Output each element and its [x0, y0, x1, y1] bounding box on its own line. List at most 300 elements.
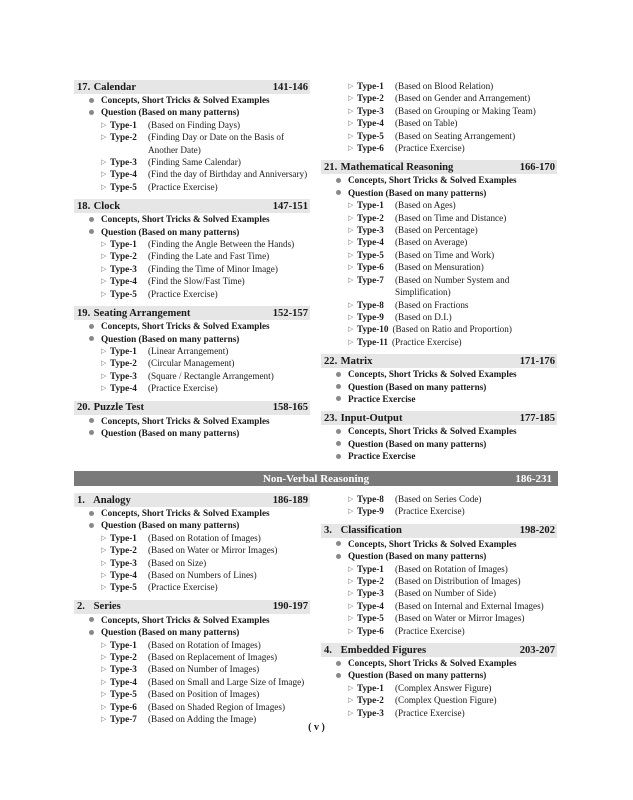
type-description: (Practice Exercise) — [148, 181, 218, 192]
bullet-icon — [89, 217, 94, 222]
section-pages: 166-170 — [519, 161, 555, 173]
arrow-icon: ▷ — [348, 106, 354, 115]
type-description: (Based on Series Code) — [395, 494, 482, 504]
bullet-item — [321, 438, 557, 450]
bullet-item — [74, 519, 310, 531]
type-description: (Practice Exercise) — [391, 336, 462, 347]
type-description: (Based on Fractions — [395, 299, 469, 310]
bullet-item — [74, 106, 310, 118]
arrow-icon: ▷ — [348, 312, 354, 321]
bullet-item — [74, 614, 310, 626]
arrow-icon: ▷ — [101, 384, 107, 393]
section-name: Calendar — [93, 81, 137, 93]
bullet-item — [321, 368, 557, 380]
bullet-icon — [89, 110, 94, 115]
arrow-icon: ▷ — [348, 250, 354, 259]
type-label: Type-5 — [357, 249, 384, 260]
bullet-text: Question (Based on many patterns) — [101, 427, 240, 438]
type-item — [321, 505, 557, 517]
bullet-icon — [336, 673, 341, 678]
section-number: 4. — [324, 644, 332, 656]
bullet-text: Question (Based on many patterns) — [348, 187, 487, 198]
bullet-icon — [336, 396, 341, 401]
type-item — [74, 651, 310, 663]
arrow-icon: ▷ — [348, 82, 354, 90]
type-item — [321, 323, 557, 335]
section-name: Series — [93, 601, 121, 613]
type-description: (Based on Small and Large Size of Image) — [148, 676, 305, 687]
type-description: (Based on Water or Mirror Images) — [395, 613, 525, 624]
type-item — [74, 181, 310, 193]
arrow-icon: ▷ — [348, 94, 354, 103]
section-title — [324, 525, 402, 536]
bullet-icon — [336, 454, 341, 459]
toc-section — [321, 643, 557, 719]
arrow-icon: ▷ — [348, 119, 354, 128]
type-item — [321, 336, 557, 348]
section-header — [74, 600, 310, 614]
bullet-icon — [336, 554, 341, 559]
toc-section — [74, 600, 310, 726]
arrow-icon: ▷ — [348, 131, 354, 140]
arrow-icon: ▷ — [101, 289, 107, 298]
arrow-icon: ▷ — [101, 240, 107, 249]
section-header — [321, 524, 557, 538]
type-description: (Practice Exercise) — [148, 383, 218, 394]
section-pages: 171-176 — [519, 355, 555, 367]
section-number: 1. — [77, 494, 85, 506]
type-item — [74, 663, 310, 675]
type-description: (Based on Distribution of Images) — [395, 576, 521, 587]
section-number: 2. — [77, 601, 85, 613]
type-description: (Based on Mensuration) — [395, 262, 484, 273]
type-item — [74, 569, 310, 581]
toc-section — [74, 306, 310, 394]
type-item — [321, 105, 557, 117]
arrow-icon: ▷ — [101, 558, 107, 567]
bullet-text: Practice Exercise — [348, 393, 416, 404]
continued-items — [321, 493, 557, 518]
type-description: (Finding the Angle Between the Hands) — [148, 239, 295, 250]
bullet-text: Question (Based on many patterns) — [101, 226, 240, 237]
arrow-icon: ▷ — [348, 626, 354, 635]
bullet-icon — [89, 511, 94, 516]
type-item — [321, 311, 557, 323]
arrow-icon: ▷ — [348, 226, 354, 235]
type-label: Type-5 — [110, 582, 137, 593]
type-label: Type-2 — [357, 93, 384, 104]
type-item — [321, 299, 557, 311]
bullet-text: Question (Based on many patterns) — [348, 670, 487, 681]
section-header — [74, 199, 310, 213]
section-number: 20. — [77, 402, 91, 414]
arrow-icon: ▷ — [348, 683, 354, 692]
arrow-icon: ▷ — [101, 690, 107, 699]
arrow-icon: ▷ — [101, 371, 107, 380]
type-label: Type-3 — [357, 588, 384, 599]
bullet-text: Question (Based on many patterns) — [101, 520, 240, 531]
arrow-icon: ▷ — [348, 238, 354, 247]
arrow-icon: ▷ — [101, 133, 107, 142]
type-description: (Based on D.I.) — [395, 311, 452, 322]
type-item — [74, 357, 310, 369]
bullet-icon — [89, 324, 94, 329]
type-label: Type-4 — [357, 600, 384, 611]
bullet-text: Concepts, Short Tricks & Solved Examples — [348, 369, 517, 380]
toc-section — [74, 80, 310, 193]
column-top-right — [321, 80, 557, 469]
section-pages: 147-151 — [272, 200, 308, 212]
bullet-item — [74, 427, 310, 439]
bullet-icon — [336, 661, 341, 666]
arrow-icon: ▷ — [101, 640, 107, 649]
type-description: (Practice Exercise) — [395, 143, 465, 154]
arrow-icon: ▷ — [101, 677, 107, 686]
arrow-icon: ▷ — [101, 571, 107, 580]
type-description: (Practice Exercise) — [148, 582, 218, 593]
type-description: (Square / Rectangle Arrangement) — [148, 370, 274, 381]
type-label: Type-4 — [110, 676, 137, 687]
section-name: Analogy — [93, 494, 131, 506]
type-item — [321, 563, 557, 575]
type-description: (Based on Shaded Region of Images) — [148, 701, 286, 712]
bullet-icon — [89, 523, 94, 528]
type-label: Type-5 — [357, 613, 384, 624]
type-description: (Based on Rotation of Images) — [148, 532, 261, 543]
bullet-icon — [89, 336, 94, 341]
type-item — [321, 142, 557, 154]
bullet-item — [74, 507, 310, 519]
column-bottom-left — [74, 493, 310, 732]
type-label: Type-1 — [110, 239, 137, 250]
arrow-icon: ▷ — [101, 533, 107, 542]
type-label: Type-4 — [110, 169, 137, 180]
type-description: (Based on Blood Relation) — [395, 81, 494, 91]
page-number: ( v ) — [308, 722, 325, 733]
type-description: (Based on Water or Mirror Images) — [148, 545, 278, 556]
toc-section — [321, 411, 557, 462]
type-description: (Practice Exercise) — [395, 506, 465, 517]
toc-section — [74, 199, 310, 300]
type-item — [74, 532, 310, 544]
section-title — [77, 82, 136, 93]
banner-pages: 186-231 — [515, 472, 552, 485]
type-item — [74, 701, 310, 713]
arrow-icon: ▷ — [101, 702, 107, 711]
bullet-icon — [336, 541, 341, 546]
bullet-item — [321, 450, 557, 462]
section-header — [321, 354, 557, 368]
type-label: Type-2 — [110, 251, 137, 262]
type-label: Type-6 — [110, 701, 137, 712]
type-description: (Based on Time and Distance) — [395, 212, 507, 223]
arrow-icon: ▷ — [101, 158, 107, 167]
arrow-icon: ▷ — [101, 346, 107, 355]
arrow-icon: ▷ — [101, 182, 107, 191]
bullet-item — [321, 550, 557, 562]
arrow-icon: ▷ — [101, 359, 107, 368]
type-item — [74, 581, 310, 593]
type-label: Type-5 — [110, 288, 137, 299]
type-description: (Based on Number of Side) — [395, 588, 497, 599]
type-item — [321, 249, 557, 261]
section-pages: 141-146 — [272, 81, 308, 93]
section-pages: 190-197 — [272, 601, 308, 613]
type-label: Type-11 — [357, 336, 388, 347]
section-pages: 152-157 — [272, 307, 308, 319]
arrow-icon: ▷ — [101, 546, 107, 555]
arrow-icon: ▷ — [348, 213, 354, 222]
section-number: 23. — [324, 412, 338, 424]
type-item — [321, 694, 557, 706]
type-label: Type-9 — [357, 506, 384, 517]
type-item — [74, 168, 310, 180]
type-label: Type-7 — [110, 714, 137, 725]
bullet-item — [321, 393, 557, 405]
type-label: Type-10 — [357, 324, 389, 335]
arrow-icon: ▷ — [348, 275, 354, 284]
bullet-text: Concepts, Short Tricks & Solved Examples — [348, 175, 517, 186]
continued-items — [321, 80, 557, 154]
arrow-icon: ▷ — [348, 263, 354, 272]
bullet-text: Question (Based on many patterns) — [101, 107, 240, 118]
type-item — [74, 288, 310, 300]
bullet-text: Question (Based on many patterns) — [348, 381, 487, 392]
bullet-icon — [89, 229, 94, 234]
type-item — [321, 117, 557, 129]
type-label: Type-8 — [357, 299, 384, 310]
type-description: (Complex Answer Figure) — [395, 682, 492, 693]
arrow-icon: ▷ — [101, 170, 107, 179]
section-pages: 186-189 — [272, 494, 308, 506]
type-label: Type-5 — [110, 689, 137, 700]
bullet-item — [74, 415, 310, 427]
section-name: Clock — [93, 200, 121, 212]
arrow-icon: ▷ — [348, 507, 354, 516]
type-item — [74, 131, 310, 156]
type-item — [321, 236, 557, 248]
arrow-icon: ▷ — [101, 665, 107, 674]
banner-title: Non-Verbal Reasoning — [262, 472, 370, 485]
type-item — [321, 682, 557, 694]
type-item — [74, 382, 310, 394]
type-label: Type-3 — [110, 664, 137, 675]
section-number: 3. — [324, 525, 332, 537]
section-name: Matrix — [340, 355, 373, 367]
type-label: Type-1 — [110, 639, 137, 650]
bullet-text: Practice Exercise — [348, 451, 416, 462]
arrow-icon: ▷ — [348, 601, 354, 610]
type-label: Type-1 — [357, 563, 384, 574]
type-label: Type-2 — [357, 576, 384, 587]
type-label: Type-1 — [110, 345, 137, 356]
type-item — [74, 275, 310, 287]
type-description: (Finding Day or Date on the Basis of Another Date) — [148, 132, 285, 155]
arrow-icon: ▷ — [348, 708, 354, 717]
type-description: (Based on Finding Days) — [148, 119, 241, 130]
toc-section — [321, 524, 557, 637]
section-title — [324, 413, 402, 424]
arrow-icon: ▷ — [101, 120, 107, 129]
bullet-icon — [336, 441, 341, 446]
type-description: (Based on Seating Arrangement) — [395, 130, 516, 141]
toc-section — [74, 493, 310, 594]
type-label: Type-1 — [357, 682, 384, 693]
type-label: Type-1 — [110, 119, 137, 130]
type-description: (Based on Ratio and Proportion) — [392, 324, 512, 335]
arrow-icon: ▷ — [348, 614, 354, 623]
bullet-icon — [89, 98, 94, 103]
section-header — [74, 493, 310, 507]
column-top-left — [74, 80, 310, 445]
type-description: (Based on Grouping or Making Team) — [395, 105, 536, 116]
type-item — [321, 600, 557, 612]
arrow-icon: ▷ — [101, 653, 107, 662]
section-number: 21. — [324, 161, 338, 173]
bullet-item — [74, 213, 310, 225]
type-description: (Based on Time and Work) — [395, 249, 495, 260]
type-item — [321, 493, 557, 505]
type-item — [321, 261, 557, 273]
arrow-icon: ▷ — [348, 589, 354, 598]
type-description: (Based on Rotation of Images) — [395, 563, 508, 574]
bullet-text: Question (Based on many patterns) — [101, 627, 240, 638]
bullet-item — [321, 657, 557, 669]
type-description: (Based on Internal and External Images) — [395, 600, 544, 611]
arrow-icon: ▷ — [348, 495, 354, 503]
bullet-text: Concepts, Short Tricks & Solved Examples — [101, 214, 270, 225]
type-description: (Finding Same Calendar) — [148, 157, 241, 168]
type-label: Type-1 — [110, 532, 137, 543]
type-label: Type-7 — [357, 274, 384, 285]
type-description: (Find the day of Birthday and Anniversary) — [148, 169, 308, 180]
column-bottom-right — [321, 493, 557, 725]
section-number: 17. — [77, 81, 91, 93]
type-label: Type-6 — [357, 143, 384, 154]
bullet-text: Concepts, Short Tricks & Solved Examples — [348, 538, 517, 549]
arrow-icon: ▷ — [348, 325, 354, 334]
section-pages: 198-202 — [519, 525, 555, 537]
type-label: Type-4 — [357, 118, 384, 129]
type-description: (Based on Rotation of Images) — [148, 639, 261, 650]
arrow-icon: ▷ — [101, 252, 107, 261]
bullet-icon — [89, 430, 94, 435]
arrow-icon: ▷ — [348, 696, 354, 705]
type-item — [74, 263, 310, 275]
bullet-item — [74, 333, 310, 345]
section-title — [77, 201, 120, 212]
type-description: (Based on Number of Images) — [148, 664, 260, 675]
bullet-text: Concepts, Short Tricks & Solved Examples — [101, 508, 270, 518]
type-label: Type-5 — [110, 181, 137, 192]
bullet-text: Concepts, Short Tricks & Solved Examples — [101, 95, 270, 105]
arrow-icon: ▷ — [348, 300, 354, 309]
section-title — [77, 402, 144, 413]
type-item — [321, 130, 557, 142]
section-header — [321, 643, 557, 657]
type-description: (Based on Gender and Arrangement) — [395, 93, 531, 104]
section-name: Seating Arrangement — [93, 307, 191, 319]
type-label: Type-3 — [357, 225, 384, 236]
toc-section — [74, 401, 310, 440]
bullet-icon — [336, 178, 341, 183]
section-name: Classification — [340, 525, 402, 537]
type-description: (Complex Question Figure) — [395, 695, 497, 706]
bullet-text: Concepts, Short Tricks & Solved Examples — [101, 321, 270, 332]
section-header — [74, 80, 310, 94]
type-description: (Based on Replacement of Images) — [148, 652, 278, 663]
type-label: Type-1 — [357, 81, 384, 91]
bullet-text: Question (Based on many patterns) — [101, 333, 240, 344]
type-item — [321, 212, 557, 224]
arrow-icon: ▷ — [348, 564, 354, 573]
section-title — [324, 356, 372, 367]
bullet-icon — [336, 429, 341, 434]
type-label: Type-4 — [357, 237, 384, 248]
section-header — [74, 401, 310, 415]
type-item — [74, 639, 310, 651]
type-label: Type-2 — [357, 695, 384, 706]
type-label: Type-3 — [357, 105, 384, 116]
section-banner-non-verbal-reasoning — [74, 471, 558, 486]
type-label: Type-3 — [357, 707, 384, 718]
type-description: (Based on Position of Images) — [148, 689, 260, 700]
type-description: (Based on Numbers of Lines) — [148, 570, 257, 581]
type-description: (Finding the Time of Minor Image) — [148, 263, 278, 274]
type-item — [321, 199, 557, 211]
bullet-item — [321, 187, 557, 199]
bullet-text: Concepts, Short Tricks & Solved Examples — [101, 614, 270, 625]
bullet-item — [74, 226, 310, 238]
section-header — [321, 411, 557, 425]
bullet-item — [321, 425, 557, 437]
section-title — [324, 162, 453, 173]
type-description: (Linear Arrangement) — [148, 345, 229, 356]
type-item — [321, 707, 557, 719]
section-pages: 203-207 — [519, 644, 555, 656]
type-item — [321, 80, 557, 92]
type-item — [74, 345, 310, 357]
type-item — [74, 250, 310, 262]
type-label: Type-6 — [357, 262, 384, 273]
type-label: Type-2 — [110, 358, 137, 369]
type-label: Type-3 — [110, 370, 137, 381]
type-description: (Find the Slow/Fast Time) — [148, 276, 245, 287]
type-label: Type-3 — [110, 557, 137, 568]
type-label: Type-5 — [357, 130, 384, 141]
bullet-icon — [336, 384, 341, 389]
type-description: (Finding the Late and Fast Time) — [148, 251, 270, 262]
type-item — [321, 274, 557, 299]
section-number: 22. — [324, 355, 338, 367]
arrow-icon: ▷ — [348, 144, 354, 153]
bullet-icon — [89, 630, 94, 635]
type-item — [321, 575, 557, 587]
type-description: (Circular Management) — [148, 358, 235, 369]
section-title — [77, 308, 190, 319]
type-item — [321, 625, 557, 637]
type-item — [74, 370, 310, 382]
type-label: Type-9 — [357, 311, 384, 322]
section-pages: 158-165 — [272, 402, 308, 414]
type-description: (Based on Ages) — [395, 200, 456, 211]
arrow-icon: ▷ — [348, 577, 354, 586]
bullet-item — [74, 320, 310, 332]
type-label: Type-8 — [357, 494, 384, 504]
section-pages: 177-185 — [519, 412, 555, 424]
bullet-text: Concepts, Short Tricks & Solved Examples — [101, 415, 270, 426]
type-label: Type-4 — [110, 383, 137, 394]
